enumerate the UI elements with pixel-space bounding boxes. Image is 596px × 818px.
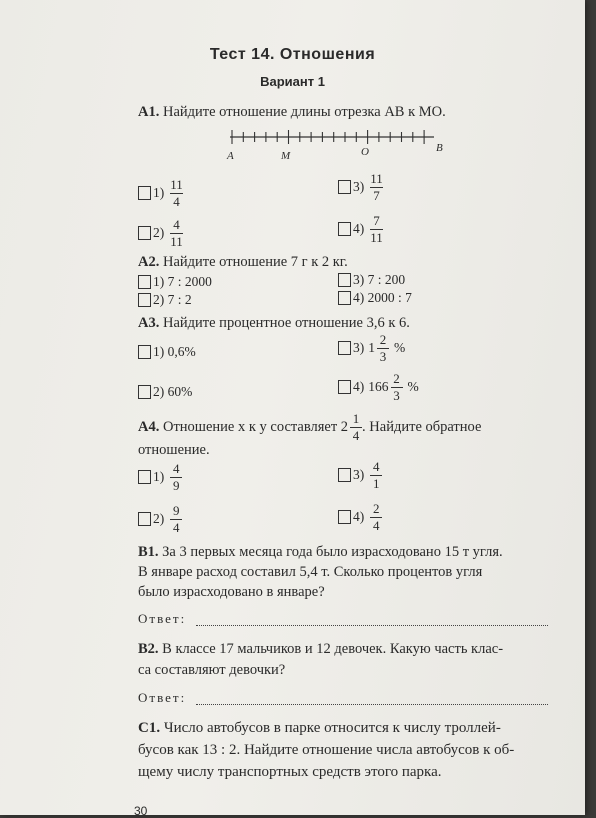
checkbox[interactable] — [138, 470, 151, 484]
question-a1-text: Найдите отношение длины отрезка AB к MO. — [162, 104, 446, 120]
mixed-number: 2 $\frac{1}{4}$ — [341, 412, 362, 442]
question-a1 — [138, 104, 446, 121]
a1-option-4[interactable]: 4) $\frac{7}{11}$ — [338, 214, 383, 244]
a4-option-3[interactable]: 3) $\frac{4}{1}$ — [338, 460, 382, 490]
checkbox[interactable] — [338, 510, 351, 524]
checkbox[interactable] — [138, 512, 151, 526]
checkbox[interactable] — [138, 186, 151, 200]
fraction: $\frac{4}{1}$ — [370, 460, 382, 490]
page-number: 30 — [134, 804, 148, 818]
b2-answer-label: Ответ: — [138, 690, 187, 705]
checkbox[interactable] — [338, 468, 351, 482]
fraction: $\frac{7}{11}$ — [370, 213, 383, 245]
a3-option-2[interactable]: 2) 60% — [138, 384, 192, 400]
checkbox[interactable] — [338, 180, 351, 194]
a2-option-4[interactable]: 4) 2000 : 7 — [338, 290, 412, 306]
a3-option-3[interactable]: 3) 1 $\frac{2}{3}$ % — [338, 333, 405, 363]
point-label-o: O — [361, 146, 369, 158]
a2-option-3[interactable]: 3) 7 : 200 — [338, 272, 405, 288]
point-label-m: M — [281, 150, 291, 162]
question-b2-line2: са составляют девочки? — [138, 662, 286, 678]
a4-option-1[interactable]: 1) $\frac{4}{9}$ — [138, 462, 182, 492]
a4-option-4[interactable]: 4) $\frac{2}{4}$ — [338, 502, 382, 532]
a2-option-2[interactable]: 2) 7 : 2 — [138, 292, 192, 308]
a3-option-1[interactable]: 1) 0,6% — [138, 344, 196, 360]
question-b1-line2: В январе расход составил 5,4 т. Сколько процентов угля — [138, 564, 483, 580]
fraction: $\frac{11}{4}$ — [170, 177, 183, 209]
mixed-number: 166 $\frac{2}{3}$ % — [368, 371, 419, 403]
question-c1-line2: бусов как 13 : 2. Найдите отношение числа автобусов к об- — [138, 742, 515, 758]
checkbox[interactable] — [138, 345, 151, 359]
checkbox[interactable] — [338, 273, 351, 287]
checkbox[interactable] — [338, 380, 351, 394]
number-line — [222, 124, 447, 164]
checkbox[interactable] — [138, 385, 151, 399]
question-b1-line1: В1. За 3 первых месяца года было израсходовано 15 т угля. — [138, 544, 503, 560]
a1-option-1[interactable]: 1) $\frac{11}{4}$ — [138, 178, 183, 208]
b2-answer-field[interactable] — [196, 703, 548, 705]
fraction: $\frac{11}{7}$ — [370, 171, 383, 203]
question-c1-line3: щему числу транспортных средств этого парка. — [138, 764, 442, 780]
page-title: Тест 14. Отношения — [209, 46, 376, 63]
checkbox[interactable] — [138, 226, 151, 240]
checkbox[interactable] — [338, 291, 351, 305]
mixed-number: 1 $\frac{2}{3}$ % — [368, 332, 406, 364]
question-a4: А4. Отношение x к y составляет 2 $\frac{1}{4}$ . Найдите обратное — [138, 411, 482, 443]
question-c1-line1: С1. Число автобусов в парке относится к числу троллей- — [138, 720, 501, 736]
a2-option-1[interactable]: 1) 7 : 2000 — [138, 274, 212, 290]
a1-option-2[interactable]: 2) $\frac{4}{11}$ — [138, 218, 183, 248]
question-b1-line3: было израсходовано в январе? — [138, 584, 325, 600]
question-a4-line2: отношение. — [138, 442, 210, 458]
question-b2-line1: В2. В классе 17 мальчиков и 12 девочек. Какую часть клас- — [138, 641, 504, 657]
point-label-a: A — [227, 150, 234, 162]
checkbox[interactable] — [338, 222, 351, 236]
question-a3: А3. Найдите процентное отношение 3,6 к 6. — [138, 315, 410, 331]
variant-heading: Вариант 1 — [260, 74, 325, 89]
checkbox[interactable] — [338, 341, 351, 355]
fraction: $\frac{9}{4}$ — [170, 504, 182, 534]
fraction: $\frac{4}{9}$ — [170, 462, 182, 492]
a1-option-3[interactable]: 3) $\frac{11}{7}$ — [338, 172, 383, 202]
a4-option-2[interactable]: 2) $\frac{9}{4}$ — [138, 504, 182, 534]
point-label-b: B — [436, 142, 443, 154]
a3-option-4[interactable]: 4) 166 $\frac{2}{3}$ % — [338, 372, 419, 402]
b1-answer-field[interactable] — [196, 624, 548, 626]
question-a1-label: А1. — [138, 104, 160, 120]
fraction: $\frac{4}{11}$ — [170, 217, 183, 249]
question-a2: А2. Найдите отношение 7 г к 2 кг. — [138, 254, 348, 270]
checkbox[interactable] — [138, 293, 151, 307]
b1-answer-label: Ответ: — [138, 611, 187, 626]
fraction: $\frac{2}{4}$ — [370, 502, 382, 532]
checkbox[interactable] — [138, 275, 151, 289]
